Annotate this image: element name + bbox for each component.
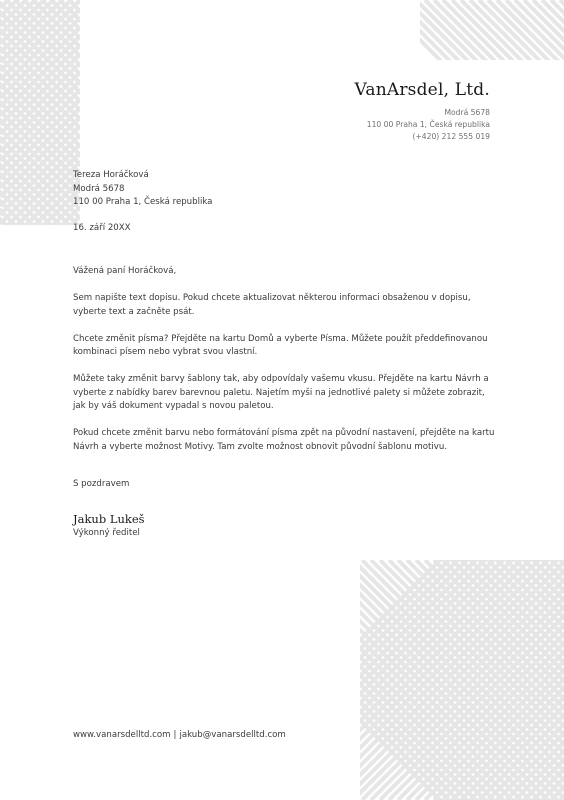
stripe-line bbox=[321, 0, 564, 300]
stripe-line bbox=[0, 135, 80, 215]
stripe-line bbox=[0, 117, 80, 197]
recipient-block bbox=[73, 169, 212, 210]
stripe-line bbox=[0, 0, 297, 300]
stripe-line bbox=[0, 0, 54, 300]
stripe-line bbox=[0, 0, 80, 17]
stripe-line bbox=[0, 288, 80, 368]
stripe-line bbox=[0, 0, 234, 300]
stripe-line bbox=[317, 560, 564, 800]
stripe-line bbox=[416, 500, 564, 800]
stripe-line bbox=[366, 0, 564, 300]
stripe-line bbox=[389, 500, 564, 800]
stripe-line bbox=[132, 0, 432, 300]
stripe-line bbox=[0, 54, 80, 134]
stripes-bottom-right bbox=[200, 500, 564, 800]
stripe-line bbox=[218, 500, 518, 800]
stripe-line bbox=[371, 560, 564, 800]
stripe-line bbox=[560, 500, 564, 800]
stripe-line bbox=[0, 378, 80, 458]
stripe-line bbox=[479, 560, 564, 800]
stripe-line bbox=[479, 0, 559, 80]
footer-separator: | bbox=[173, 730, 177, 740]
recipient-city: 110 00 Praha 1, Česká republika bbox=[73, 197, 213, 207]
stripe-line bbox=[281, 560, 541, 800]
stripe-line bbox=[0, 153, 80, 233]
stripe-line bbox=[515, 500, 564, 800]
salutation: Vážená paní Horáčková, bbox=[73, 266, 177, 276]
stripe-line bbox=[272, 560, 532, 800]
stripe-line bbox=[0, 414, 80, 494]
stripe-line bbox=[470, 560, 564, 800]
stripe-line bbox=[0, 261, 80, 341]
stripe-line bbox=[0, 0, 126, 300]
stripe-line bbox=[177, 0, 477, 300]
stripe-line bbox=[263, 500, 563, 800]
stripe-line bbox=[407, 500, 564, 800]
letter-body bbox=[73, 265, 499, 468]
stripe-line bbox=[506, 560, 564, 800]
stripe-line bbox=[294, 0, 564, 300]
stripe-line bbox=[227, 560, 487, 800]
signer-name: Jakub Lukeš bbox=[73, 512, 145, 526]
stripe-line bbox=[240, 0, 540, 300]
stripe-line bbox=[0, 45, 80, 125]
stripe-line bbox=[0, 162, 80, 242]
stripe-line bbox=[0, 369, 80, 449]
stripe-line bbox=[0, 225, 80, 305]
stripe-line bbox=[303, 0, 564, 300]
stripe-line bbox=[542, 500, 564, 800]
stripe-line bbox=[425, 500, 564, 800]
stripe-line bbox=[290, 560, 550, 800]
stripe-line bbox=[281, 500, 564, 800]
stripe-line bbox=[380, 560, 564, 800]
stripe-line bbox=[416, 0, 496, 80]
stripe-line bbox=[0, 0, 27, 300]
recipient-street: Modrá 5678 bbox=[73, 183, 125, 194]
stripe-line bbox=[434, 560, 564, 800]
stripe-line bbox=[0, 0, 80, 53]
stripe-line bbox=[533, 560, 564, 800]
stripe-line bbox=[0, 0, 80, 26]
stripe-line bbox=[0, 27, 80, 107]
recipient-name: Tereza Horáčková bbox=[73, 170, 149, 180]
signer-title: Výkonný ředitel bbox=[73, 528, 140, 538]
stripe-line bbox=[497, 0, 564, 80]
company-name: VanArsdel, Ltd. bbox=[354, 80, 490, 100]
stripe-line bbox=[0, 180, 80, 260]
stripe-line bbox=[0, 297, 80, 377]
stripe-line bbox=[488, 500, 564, 800]
stripe-line bbox=[0, 81, 80, 161]
stripe-line bbox=[0, 0, 36, 300]
stripe-line bbox=[200, 500, 500, 800]
stripe-line bbox=[272, 500, 564, 800]
stripe-line bbox=[0, 351, 80, 431]
body-paragraph-2: Chcete změnit písma? Přejděte na kartu Domů a vyberte Písma. Můžete použít předdefinovanou kombinaci písem nebo vybrat svou vlastní. bbox=[73, 333, 488, 357]
stripe-line bbox=[0, 342, 80, 422]
stripe-line bbox=[479, 500, 564, 800]
stripe-line bbox=[0, 333, 80, 413]
stripe-line bbox=[524, 500, 564, 800]
stripe-line bbox=[524, 0, 564, 80]
stripe-line bbox=[87, 0, 387, 300]
stripe-line bbox=[213, 0, 513, 300]
stripe-line bbox=[497, 560, 564, 800]
stripe-line bbox=[0, 0, 117, 300]
stripe-line bbox=[0, 0, 189, 300]
stripe-line bbox=[0, 144, 80, 224]
stripe-line bbox=[362, 560, 564, 800]
stripe-line bbox=[0, 99, 80, 179]
stripe-line bbox=[389, 0, 469, 80]
stripe-line bbox=[227, 500, 527, 800]
stripe-line bbox=[245, 560, 505, 800]
stripe-line bbox=[0, 0, 80, 62]
stripe-line bbox=[326, 560, 564, 800]
stripe-line bbox=[0, 234, 80, 314]
body-paragraph-1: Sem napište text dopisu. Pokud chcete aktualizovat některou informaci obsaženou v dopisu, vyberte text a začněte psát. bbox=[73, 293, 471, 317]
stripe-line bbox=[330, 0, 564, 300]
stripe-line bbox=[0, 198, 80, 278]
stripe-line bbox=[371, 500, 564, 800]
stripe-line bbox=[0, 0, 80, 80]
stripe-line bbox=[141, 0, 441, 300]
stripes-top-right bbox=[380, 0, 564, 80]
stripe-line bbox=[0, 0, 225, 300]
stripe-line bbox=[461, 0, 541, 80]
stripe-line bbox=[0, 0, 288, 300]
stripe-line bbox=[560, 0, 564, 80]
stripe-line bbox=[285, 0, 564, 300]
stripe-line bbox=[299, 560, 559, 800]
stripe-line bbox=[51, 0, 351, 300]
stripe-line bbox=[0, 0, 162, 300]
stripe-line bbox=[0, 0, 81, 300]
stripe-line bbox=[384, 0, 564, 300]
company-address-line1: Modrá 5678 bbox=[444, 108, 490, 117]
stripe-line bbox=[0, 207, 80, 287]
stripe-line bbox=[168, 0, 468, 300]
stripe-line bbox=[0, 0, 80, 71]
stripe-line bbox=[0, 405, 80, 485]
stripe-line bbox=[443, 560, 564, 800]
stripe-line bbox=[6, 0, 306, 300]
stripe-line bbox=[290, 500, 564, 800]
stripe-line bbox=[335, 560, 564, 800]
stripe-line bbox=[0, 0, 45, 300]
stripe-line bbox=[524, 560, 564, 800]
stripe-line bbox=[159, 0, 459, 300]
stripe-line bbox=[209, 500, 509, 800]
stripe-line bbox=[380, 0, 460, 80]
stripe-line bbox=[425, 560, 564, 800]
stripe-line bbox=[425, 0, 505, 80]
stripe-line bbox=[263, 560, 523, 800]
stripe-line bbox=[0, 0, 153, 300]
stripe-line bbox=[443, 0, 523, 80]
body-paragraph-4: Pokud chcete změnit barvu nebo formátování písma zpět na původní nastavení, přejděte na kartu Návrh a vyberte možnost Motivy. Tam zvolte možnost obnovit původní šablonu motivu. bbox=[73, 428, 495, 452]
footer-email[interactable]: jakub@vanarsdelltd.com bbox=[179, 730, 286, 740]
stripe-line bbox=[308, 500, 564, 800]
stripe-line bbox=[105, 0, 405, 300]
stripe-line bbox=[542, 560, 564, 800]
stripe-line bbox=[0, 396, 80, 476]
stripe-line bbox=[96, 0, 396, 300]
stripe-line bbox=[0, 0, 198, 300]
stripe-line bbox=[452, 0, 532, 80]
stripe-line bbox=[245, 500, 545, 800]
stripe-line bbox=[344, 500, 564, 800]
stripe-line bbox=[551, 560, 564, 800]
company-address bbox=[367, 107, 490, 143]
stripe-line bbox=[218, 560, 478, 800]
body-paragraph-3: Můžete taky změnit barvy šablony tak, aby odpovídaly vašemu vkusu. Přejděte na kartu Návrh a vyberte z nabídky barev barevnou paletu. Najetím myši na jednotlivé palety si můžete zobrazit, jak by váš dokument vypadal s novou paletou. bbox=[73, 374, 489, 411]
stripe-line bbox=[0, 72, 80, 152]
stripe-line bbox=[0, 0, 72, 300]
stripe-line bbox=[69, 0, 369, 300]
stripe-line bbox=[0, 0, 80, 44]
stripe-line bbox=[258, 0, 558, 300]
stripe-line bbox=[0, 270, 80, 350]
stripe-line bbox=[461, 560, 564, 800]
stripe-line bbox=[0, 0, 80, 8]
stripe-line bbox=[416, 560, 564, 800]
stripe-line bbox=[515, 0, 564, 80]
stripe-line bbox=[299, 500, 564, 800]
stripe-line bbox=[236, 500, 536, 800]
stripe-line bbox=[78, 0, 378, 300]
stripe-line bbox=[209, 560, 469, 800]
stripe-line bbox=[0, 0, 171, 300]
stripe-line bbox=[452, 500, 564, 800]
stripe-line bbox=[249, 0, 549, 300]
stripe-line bbox=[0, 315, 80, 395]
stripe-line bbox=[0, 306, 80, 386]
stripe-line bbox=[0, 126, 80, 206]
stripe-line bbox=[434, 0, 514, 80]
stripe-line bbox=[335, 500, 564, 800]
stripe-line bbox=[344, 560, 564, 800]
stripe-line bbox=[551, 500, 564, 800]
stripe-line bbox=[326, 500, 564, 800]
stripe-line bbox=[393, 0, 564, 300]
stripe-line bbox=[24, 0, 324, 300]
stripe-line bbox=[222, 0, 522, 300]
stripe-line bbox=[0, 189, 80, 269]
stripe-line bbox=[236, 560, 496, 800]
stripe-line bbox=[398, 560, 564, 800]
stripe-line bbox=[515, 560, 564, 800]
stripe-line bbox=[0, 324, 80, 404]
stripe-line bbox=[231, 0, 531, 300]
stripe-line bbox=[488, 560, 564, 800]
stripe-line bbox=[317, 500, 564, 800]
stripe-line bbox=[339, 0, 564, 300]
stripe-line bbox=[470, 500, 564, 800]
footer-contact bbox=[73, 730, 286, 740]
stripe-line bbox=[398, 0, 478, 80]
stripe-line bbox=[254, 560, 514, 800]
stripe-line bbox=[470, 0, 550, 80]
stripe-line bbox=[0, 108, 80, 188]
stripe-line bbox=[186, 0, 486, 300]
stripe-line bbox=[195, 0, 495, 300]
stripe-line bbox=[0, 0, 135, 300]
stripe-line bbox=[0, 63, 80, 143]
company-address-line2: 110 00 Praha 1, Česká republika bbox=[366, 120, 490, 129]
stripe-line bbox=[0, 360, 80, 440]
stripe-line bbox=[267, 0, 564, 300]
stripe-line bbox=[0, 0, 180, 300]
stripe-line bbox=[0, 0, 243, 300]
footer-website[interactable]: www.vanarsdelltd.com bbox=[73, 730, 171, 740]
stripe-line bbox=[0, 0, 252, 300]
stripe-line bbox=[0, 36, 80, 116]
stripe-line bbox=[353, 500, 564, 800]
stripe-line bbox=[375, 0, 564, 300]
stripe-line bbox=[150, 0, 450, 300]
stripe-line bbox=[389, 560, 564, 800]
stripe-line bbox=[308, 560, 564, 800]
stripe-line bbox=[312, 0, 564, 300]
stripe-line bbox=[560, 560, 564, 800]
stripe-line bbox=[348, 0, 564, 300]
stripe-line bbox=[33, 0, 333, 300]
stripe-line bbox=[15, 0, 315, 300]
stripe-line bbox=[0, 0, 279, 300]
stripe-line bbox=[506, 0, 564, 80]
stripe-line bbox=[398, 500, 564, 800]
stripe-line bbox=[0, 0, 80, 35]
stripe-line bbox=[380, 500, 564, 800]
stripe-line bbox=[488, 0, 564, 80]
stripe-line bbox=[407, 0, 487, 80]
stripe-line bbox=[123, 0, 423, 300]
stripe-line bbox=[0, 0, 63, 300]
stripe-line bbox=[0, 0, 18, 300]
stripe-line bbox=[0, 252, 80, 332]
stripe-line bbox=[0, 0, 90, 300]
stripe-line bbox=[551, 0, 564, 80]
stripe-line bbox=[204, 0, 504, 300]
stripe-line bbox=[0, 171, 80, 251]
stripe-line bbox=[434, 500, 564, 800]
stripe-line bbox=[0, 0, 207, 300]
stripe-line bbox=[443, 500, 564, 800]
stripe-line bbox=[0, 18, 80, 98]
stripe-line bbox=[0, 0, 144, 300]
letter-date: 16. září 20XX bbox=[73, 223, 131, 233]
stripe-line bbox=[0, 90, 80, 170]
stripe-line bbox=[0, 279, 80, 359]
stripe-line bbox=[0, 0, 261, 300]
stripe-line bbox=[254, 500, 554, 800]
stripe-line bbox=[0, 0, 108, 300]
stripe-line bbox=[452, 560, 564, 800]
stripe-line bbox=[362, 500, 564, 800]
stripe-line bbox=[533, 0, 564, 80]
closing: S pozdravem bbox=[73, 479, 130, 489]
stripe-line bbox=[60, 0, 360, 300]
stripe-line bbox=[114, 0, 414, 300]
stripe-line bbox=[357, 0, 564, 300]
stripe-line bbox=[497, 500, 564, 800]
stripe-line bbox=[0, 9, 80, 89]
stripe-line bbox=[542, 0, 564, 80]
stripe-line bbox=[407, 560, 564, 800]
stripe-line bbox=[0, 387, 80, 467]
stripe-line bbox=[200, 560, 460, 800]
stripe-line bbox=[0, 0, 270, 300]
stripe-line bbox=[0, 243, 80, 323]
stripe-line bbox=[0, 216, 80, 296]
stripe-line bbox=[506, 500, 564, 800]
stripe-line bbox=[0, 0, 9, 300]
stripe-line bbox=[0, 0, 216, 300]
stripe-line bbox=[0, 0, 99, 300]
stripe-line bbox=[42, 0, 342, 300]
stripe-line bbox=[353, 560, 564, 800]
stripe-line bbox=[276, 0, 564, 300]
company-phone: (+420) 212 555 019 bbox=[412, 132, 490, 141]
stripe-line bbox=[461, 500, 564, 800]
stripe-line bbox=[533, 500, 564, 800]
